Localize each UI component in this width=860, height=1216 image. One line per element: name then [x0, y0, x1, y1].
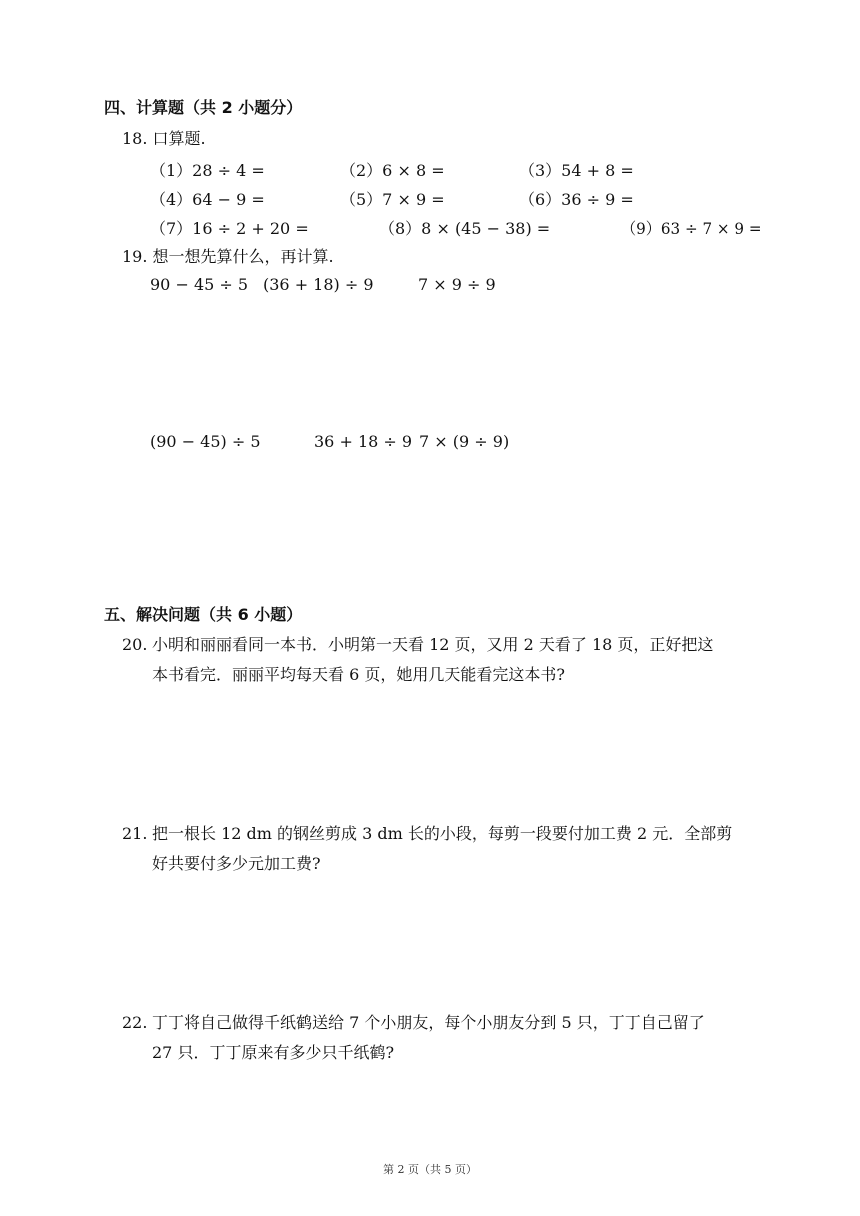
question-18-label: 18. 口算题. — [122, 129, 206, 148]
question-22-number: 22. — [122, 1013, 148, 1032]
q18-item-7: （7）16 ÷ 2 + 20 = — [150, 219, 309, 238]
q19-expr-1: 90 − 45 ÷ 5 — [150, 275, 249, 294]
q18-item-9: （9）63 ÷ 7 × 9 = — [621, 219, 762, 238]
q18-item-4: （4）64 − 9 = — [150, 190, 265, 209]
question-20-line-2: 本书看完．丽丽平均每天看 6 页，她用几天能看完这本书? — [152, 665, 565, 684]
q18-item-2: （2）6 × 8 = — [340, 161, 445, 180]
question-21-line-2: 好共要付多少元加工费? — [152, 854, 321, 873]
q18-item-6: （6）36 ÷ 9 = — [519, 190, 634, 209]
question-19-label: 19. 想一想先算什么，再计算. — [122, 247, 334, 266]
q19-expr-3: 7 × 9 ÷ 9 — [418, 275, 496, 294]
question-22-line-2: 27 只．丁丁原来有多少只千纸鹤? — [152, 1043, 395, 1062]
question-20-number: 20. — [122, 635, 148, 654]
section-title-problem-solving: 五、解决问题（共 6 小题） — [104, 605, 303, 624]
q18-item-8: （8）8 × (45 − 38) = — [379, 219, 551, 238]
question-22-line-1: 丁丁将自己做得千纸鹤送给 7 个小朋友，每个小朋友分到 5 只，丁丁自己留了 — [152, 1013, 705, 1032]
q19-expr-2: (36 + 18) ÷ 9 — [263, 275, 374, 294]
q18-item-3: （3）54 + 8 = — [519, 161, 634, 180]
q19-expr-4: (90 − 45) ÷ 5 — [150, 432, 261, 451]
question-21-number: 21. — [122, 824, 148, 843]
q19-expr-6: 7 × (9 ÷ 9) — [419, 432, 510, 451]
section-title-calculation: 四、计算题（共 2 小题分） — [104, 98, 303, 117]
q18-item-1: （1）28 ÷ 4 = — [150, 161, 265, 180]
question-20-line-1: 小明和丽丽看同一本书．小明第一天看 12 页，又用 2 天看了 18 页，正好把这 — [152, 635, 714, 654]
question-21-line-1: 把一根长 12 dm 的钢丝剪成 3 dm 长的小段，每剪一段要付加工费 2 元．全部剪 — [152, 824, 733, 843]
q18-item-5: （5）7 × 9 = — [340, 190, 445, 209]
q19-expr-5: 36 + 18 ÷ 9 — [314, 432, 413, 451]
page-footer: 第 2 页（共 5 页） — [383, 1163, 477, 1176]
